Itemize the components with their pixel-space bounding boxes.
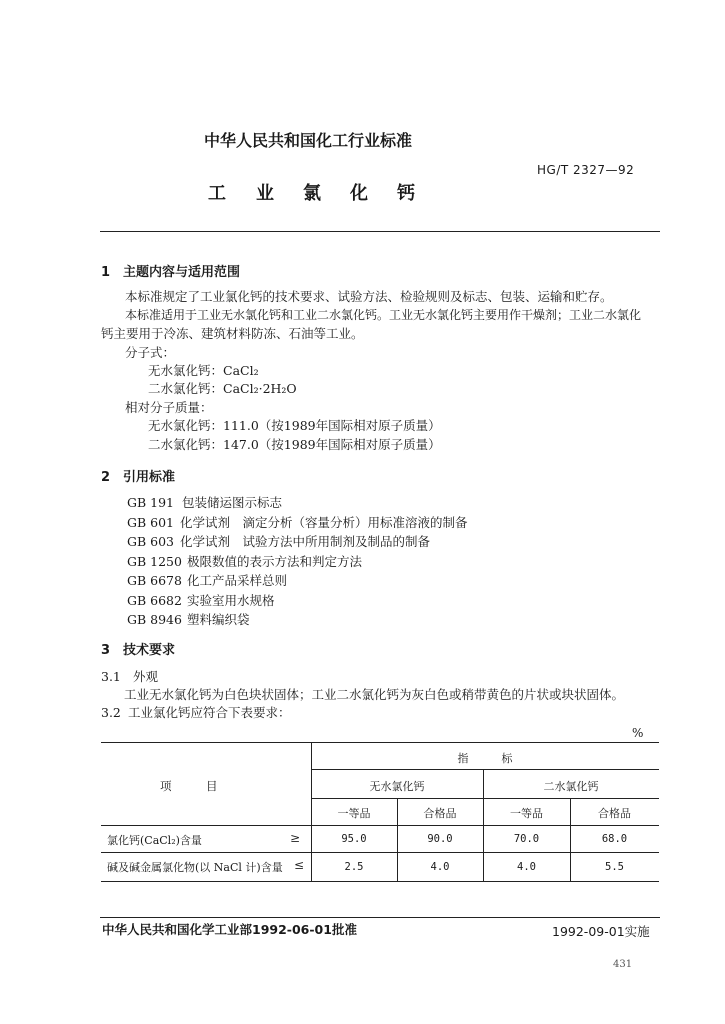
- standard-title: 中华人民共和国化工行业标准: [204, 131, 413, 150]
- reference-code: GB 6682: [127, 593, 182, 608]
- section-1-para-2-line-2: 钙主要用于冷冻、建筑材料防冻、石油等工业。: [101, 326, 364, 341]
- row-value: 5.5: [605, 861, 624, 873]
- mass-anhydrous: 无水氯化钙：111.0（按1989年国际相对原子质量）: [148, 418, 441, 433]
- group-dihydrate-header: 二水氯化钙: [543, 780, 599, 793]
- table-bottom-border: [101, 881, 659, 882]
- header-divider: [100, 231, 660, 232]
- section-1-para-1: 本标准规定了工业氯化钙的技术要求、试验方法、检验规则及标志、包装、运输和贮存。: [125, 289, 613, 304]
- row-operator: ≤: [294, 858, 305, 872]
- reference-title: 包装储运图示标志: [182, 495, 283, 510]
- reference-title: 塑料编织袋: [187, 612, 250, 627]
- section-2-heading: 2 引用标准: [101, 470, 176, 485]
- grade-header: 一等品: [510, 807, 543, 820]
- reference-code: GB 8946: [127, 612, 182, 627]
- grade-header: 合格品: [423, 807, 457, 820]
- reference-title: 极限数值的表示方法和判定方法: [187, 554, 363, 569]
- standard-code: HG/T 2327—92: [537, 163, 635, 177]
- reference-title: 实验室用水规格: [187, 593, 275, 608]
- section-3-heading: 3 技术要求: [101, 643, 176, 658]
- reference-code: GB 1250: [127, 554, 182, 569]
- title-char: 工: [208, 183, 226, 204]
- mass-dihydrate: 二水氯化钙：147.0（按1989年国际相对原子质量）: [148, 437, 441, 452]
- row-value: 2.5: [344, 861, 364, 873]
- row-item: 碱及碱金属氯化物(以 NaCl 计)含量: [107, 861, 283, 874]
- subsection-3-1-title: 外观: [133, 669, 159, 684]
- table-rule: [311, 798, 659, 799]
- table-rule: [101, 825, 659, 826]
- title-char: 化: [350, 183, 368, 204]
- page-number: 431: [613, 959, 633, 970]
- section-1-para-2-line-1: 本标准适用于工业无水氯化钙和工业二水氯化钙。工业无水氯化钙主要用作干燥剂；工业二水氯化: [125, 308, 642, 322]
- reference-title: 化学试剂 试验方法中所用制剂及制品的制备: [180, 534, 431, 549]
- grade-header: 合格品: [598, 807, 631, 820]
- row-item: 氯化钙(CaCl₂)含量: [107, 834, 202, 847]
- reference-code: GB 603: [127, 534, 175, 549]
- reference-code: GB 6678: [127, 573, 182, 588]
- reference-code: GB 601: [127, 515, 175, 530]
- table-unit: %: [632, 726, 644, 740]
- subsection-3-1-text: 工业无水氯化钙为白色块状固体；工业二水氯化钙为灰白色或稍带黄色的片状或块状固体。: [124, 687, 625, 702]
- row-value: 68.0: [601, 833, 628, 845]
- group-anhydrous-header: 无水氯化钙: [369, 780, 425, 793]
- effective-line: 1992-09-01实施: [552, 924, 650, 939]
- approval-line: 中华人民共和国化学工业部1992-06-01批准: [102, 922, 357, 937]
- formula-label: 分子式：: [125, 345, 176, 360]
- formula-anhydrous: 无水氯化钙：CaCl₂: [148, 363, 259, 378]
- subsection-3-2-text: 工业氯化钙应符合下表要求：: [128, 705, 291, 720]
- table-rule: [311, 769, 659, 770]
- section-1-heading: 1 主题内容与适用范围: [101, 265, 241, 280]
- title-char: 氯: [303, 183, 321, 204]
- grade-header: 一等品: [337, 807, 371, 820]
- row-value: 95.0: [341, 833, 367, 845]
- title-char: 钙: [397, 183, 415, 204]
- subsection-3-2-number: 3.2: [101, 705, 121, 720]
- table-rule: [101, 852, 659, 853]
- formula-dihydrate: 二水氯化钙：CaCl₂·2H₂O: [148, 381, 297, 396]
- footer-divider: [100, 917, 660, 918]
- reference-title: 化学试剂 滴定分析（容量分析）用标准溶液的制备: [180, 515, 468, 530]
- table-top-border: [101, 742, 659, 743]
- title-char: 业: [256, 183, 274, 204]
- row-operator: ≥: [290, 831, 301, 845]
- row-value: 4.0: [430, 861, 450, 873]
- mass-label: 相对分子质量：: [125, 400, 213, 415]
- reference-code: GB 191: [127, 495, 175, 510]
- reference-title: 化工产品采样总则: [187, 573, 288, 588]
- row-value: 4.0: [517, 861, 536, 873]
- subsection-3-1-number: 3.1: [101, 669, 121, 684]
- row-value: 70.0: [513, 833, 540, 845]
- item-header: 项 目: [160, 779, 218, 793]
- index-header: 指 标: [457, 752, 513, 765]
- row-value: 90.0: [427, 833, 453, 845]
